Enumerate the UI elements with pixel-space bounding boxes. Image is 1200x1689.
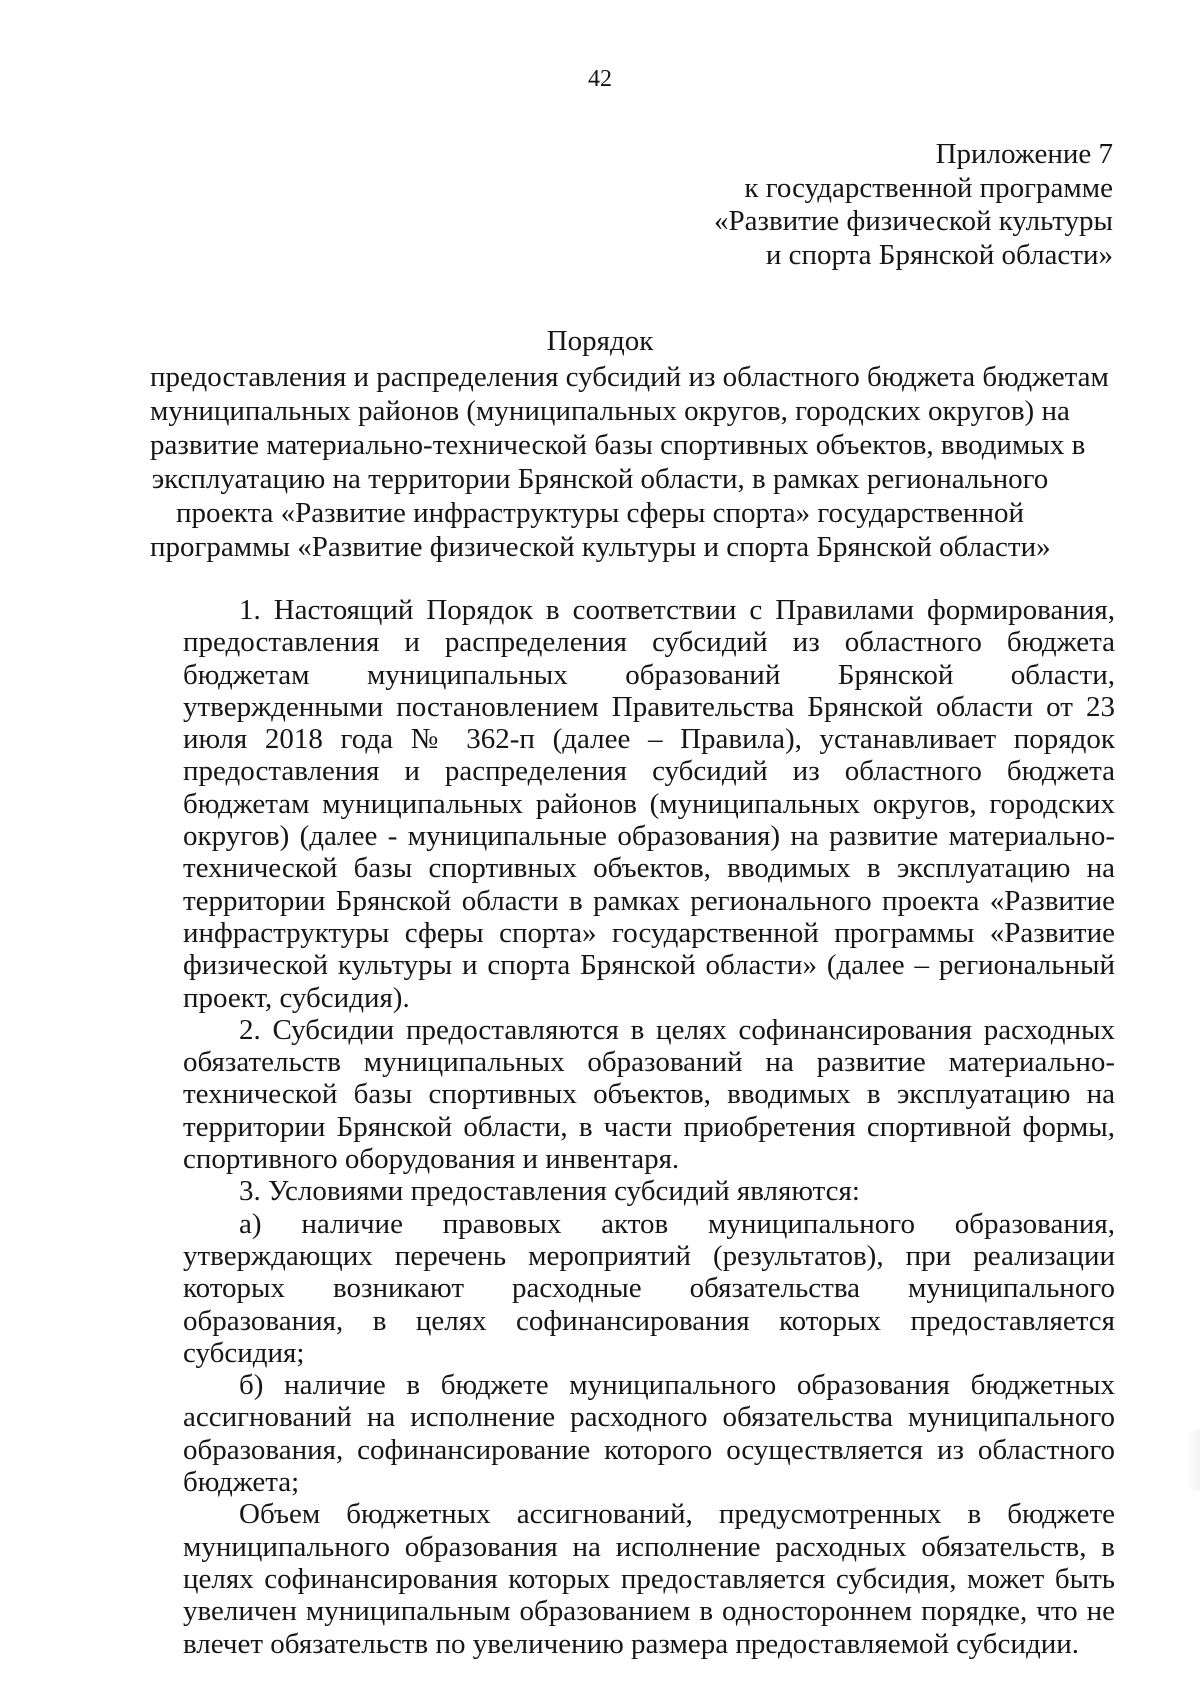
paragraph-3: 3. Условиями предоставления субсидий являются:	[239, 1175, 860, 1208]
subtitle-line: эксплуатацию на территории Брянской области, в рамках регионального	[151, 463, 1049, 495]
subtitle-line: предоставления и распределения субсидий из областного бюджета бюджетам	[150, 361, 1109, 393]
document-title: Порядок	[546, 325, 654, 357]
document-subtitle	[150, 360, 1109, 564]
appendix-line: к государственной программе	[744, 171, 1113, 204]
paragraph-3b: б) наличие в бюджете муниципального образования бюджетных ассигнований на исполнение расходного обязательства муниципального образования, софинансирование которого осуществляется из областного бюджета;	[183, 1369, 1115, 1499]
appendix-line: и спорта Брянской области»	[765, 238, 1113, 271]
subtitle-line: программы «Развитие физической культуры и спорта Брянской области»	[150, 531, 1051, 563]
page-number: 42	[588, 66, 612, 92]
appendix-line: «Развитие физической культуры	[714, 205, 1113, 237]
paragraph-2: 2. Субсидии предоставляются в целях софинансирования расходных обязательств муниципальных образований на развитие материально-технической базы спортивных объектов, вводимых в эксплуатацию на территории Брянской области, в части приобретения спортивной формы, спортивного оборудования и инвентаря.	[183, 1013, 1115, 1176]
appendix-line: Приложение 7	[935, 138, 1113, 170]
paragraph-1: 1. Настоящий Порядок в соответствии с Правилами формирования, предоставления и распределения субсидий из областного бюджета бюджетам муниципальных образований Брянской области, утвержденными постановлением Правительства Брянской области от 23 июля 2018 года № 362-п (далее – Правила), устанавливает порядок предоставления и распределения субсидий из областного бюджета бюджетам муниципальных районов (муниципальных округов, городских округов) (далее - муниципальные образования) на развитие материально-технической базы спортивных объектов, вводимых в эксплуатацию на территории Брянской области в рамках регионального проекта «Развитие инфраструктуры сферы спорта» государственной программы «Развитие физической культуры и спорта Брянской области» (далее – региональный проект, субсидия).	[183, 594, 1115, 1014]
document-body	[183, 594, 1115, 1660]
paragraph-budget-volume: Объем бюджетных ассигнований, предусмотренных в бюджете муниципального образования на исполнение расходных обязательств, в целях софинансирования которых предоставляется субсидия, может быть увеличен муниципальным образованием в одностороннем порядке, что не влечет обязательств по увеличению размера предоставляемой субсидии.	[183, 1498, 1115, 1660]
subtitle-line: муниципальных районов (муниципальных округов, городских округов) на	[150, 395, 1070, 427]
paragraph-3a: а) наличие правовых актов муниципального образования, утверждающих перечень мероприятий (результатов), при реализации которых возникают расходные обязательства муниципального образования, в целях софинансирования которых предоставляется субсидия;	[183, 1207, 1115, 1369]
scan-edge-shadow	[1186, 1430, 1200, 1490]
subtitle-line: проекта «Развитие инфраструктуры сферы спорта» государственной	[176, 497, 1024, 529]
subtitle-line: развитие материально-технической базы спортивных объектов, вводимых в	[150, 429, 1086, 461]
appendix-heading	[613, 138, 1113, 272]
